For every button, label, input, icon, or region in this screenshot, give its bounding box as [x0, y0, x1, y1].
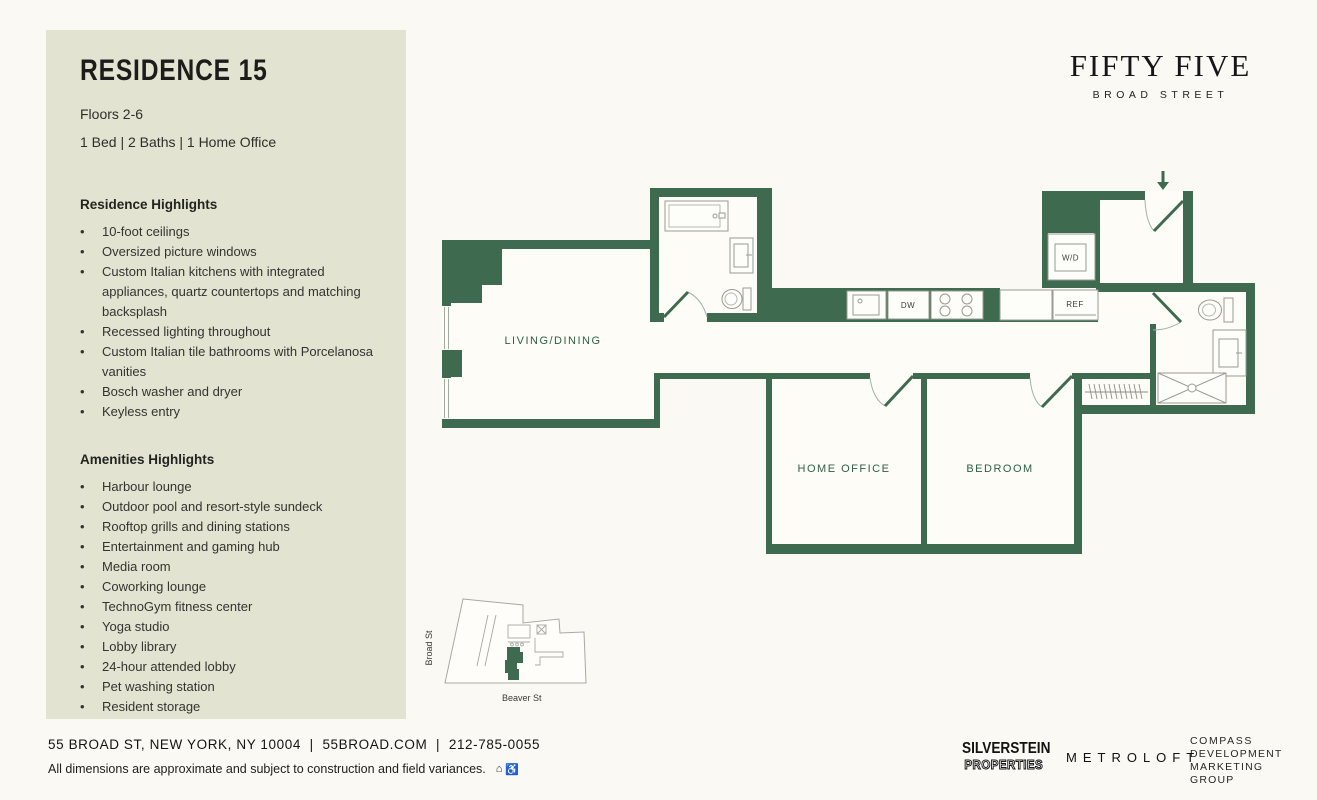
list-item [80, 342, 380, 382]
list-item-text: Recessed lighting throughout [102, 324, 271, 339]
list-item [80, 497, 380, 517]
list-item [80, 382, 380, 402]
list-item-text: Lobby library [102, 639, 177, 654]
metroloft-logo: METROLOFT [1066, 750, 1201, 765]
bullet-icon: • [80, 559, 85, 574]
list-item-text: Resident storage [102, 699, 201, 714]
bullet-icon: • [80, 619, 85, 634]
bullet-icon: • [80, 699, 85, 714]
list-item [80, 657, 380, 677]
bathroom2-toilet [1199, 298, 1234, 322]
bathtub [665, 201, 728, 231]
bullet-icon: • [80, 539, 85, 554]
washer-dryer [1048, 234, 1095, 280]
list-item-text: Coworking lounge [102, 579, 207, 594]
living-dining-label: LIVING/DINING [504, 335, 602, 347]
list-item-text: Custom Italian tile bathrooms with Porcelanosa vanities [102, 344, 373, 379]
list-item-text: Pet washing station [102, 679, 215, 694]
residence-highlights-heading: Residence Highlights [80, 197, 218, 212]
bed-bath-specs: 1 Bed | 2 Baths | 1 Home Office [80, 134, 277, 150]
info-sidebar [46, 30, 406, 719]
refrigerator-label: REF [1066, 300, 1084, 309]
equal-housing-icon: ⌂ [495, 762, 503, 775]
bedroom-label: BEDROOM [966, 463, 1034, 475]
kitchen-counter [1000, 290, 1052, 320]
list-item [80, 517, 380, 537]
bullet-icon: • [80, 244, 85, 259]
dishwasher-label: DW [900, 301, 916, 310]
residence-highlights-list [80, 222, 380, 422]
footer-compliance-icons [496, 763, 519, 776]
list-item [80, 222, 380, 242]
dishwasher [888, 291, 929, 319]
list-item-text: Oversized picture windows [102, 244, 257, 259]
stove [931, 291, 983, 319]
washer-dryer-label: W/D [1061, 253, 1080, 263]
bathroom1-toilet [722, 288, 751, 310]
bullet-icon: • [80, 599, 85, 614]
list-item-text: Bosch washer and dryer [102, 384, 243, 399]
amenities-highlights-heading: Amenities Highlights [80, 452, 215, 467]
brand-street: BROAD STREET [1092, 89, 1229, 101]
bathroom2-vanity-sink [1213, 330, 1246, 376]
list-item [80, 637, 380, 657]
list-item-text: Keyless entry [102, 404, 181, 419]
bullet-icon: • [80, 499, 85, 514]
silverstein-logo-top: SILVERSTEIN [962, 740, 1051, 757]
kitchen-sink [847, 291, 886, 319]
bullet-icon: • [80, 384, 85, 399]
key-plan-svg [424, 586, 614, 706]
bullet-icon: • [80, 659, 85, 674]
bathroom1-vanity-sink [730, 238, 753, 273]
list-item [80, 322, 380, 342]
home-office-label: HOME OFFICE [797, 463, 891, 475]
brand-name: FIFTY FIVE [1069, 48, 1252, 83]
list-item-text: Custom Italian kitchens with integrated appliances, quartz countertops and matching backsplash [102, 264, 361, 319]
bullet-icon: • [80, 679, 85, 694]
bullet-icon: • [80, 264, 85, 279]
list-item [80, 262, 380, 322]
bullet-icon: • [80, 479, 85, 494]
key-plan-map [424, 586, 614, 706]
footer-disclaimer [48, 762, 519, 776]
list-item [80, 597, 380, 617]
list-item-text: 24-hour attended lobby [102, 659, 236, 674]
silverstein-logo-bottom: PROPERTIES [964, 758, 1043, 772]
building-brand-logo [1058, 48, 1263, 101]
silverstein-properties-logo [956, 741, 1051, 773]
list-item-text: Harbour lounge [102, 479, 192, 494]
bullet-icon: • [80, 224, 85, 239]
room-interiors [451, 197, 1246, 544]
beaver-st-label: Beaver St [502, 693, 542, 703]
disclaimer-text: All dimensions are approximate and subject to construction and field variances. [48, 762, 486, 776]
floor-plan-svg [432, 168, 1262, 568]
compass-logo-line: COMPASS [1190, 735, 1253, 747]
floors-text: Floors 2-6 [80, 106, 144, 122]
list-item-text: Entertainment and gaming hub [102, 539, 280, 554]
list-item-text: Outdoor pool and resort-style sundeck [102, 499, 323, 514]
list-item [80, 697, 380, 717]
bullet-icon: • [80, 344, 85, 359]
list-item-text: Media room [102, 559, 171, 574]
list-item [80, 577, 380, 597]
bullet-icon: • [80, 404, 85, 419]
list-item [80, 242, 380, 262]
bullet-icon: • [80, 639, 85, 654]
bullet-icon: • [80, 579, 85, 594]
list-item-text: Rooftop grills and dining stations [102, 519, 290, 534]
list-item-text: Yoga studio [102, 619, 170, 634]
bullet-icon: • [80, 519, 85, 534]
footer-address: 55 BROAD ST, NEW YORK, NY 10004 | 55BROAD.COM | 212-785-0055 [48, 737, 541, 752]
list-item-text: 10-foot ceilings [102, 224, 190, 239]
residence-title: RESIDENCE 15 [80, 54, 268, 87]
accessibility-icon: ♿ [505, 763, 520, 776]
amenities-highlights-list [80, 477, 380, 717]
compass-logo-line: MARKETING [1190, 761, 1264, 773]
list-item [80, 537, 380, 557]
list-item [80, 477, 380, 497]
entry-arrow-icon [1157, 171, 1169, 190]
bullet-icon: • [80, 324, 85, 339]
list-item [80, 402, 380, 422]
compass-logo-line: DEVELOPMENT [1190, 748, 1283, 760]
list-item [80, 677, 380, 697]
list-item [80, 557, 380, 577]
compass-logo-line: GROUP [1190, 774, 1235, 786]
broad-st-label: Broad St [424, 630, 434, 666]
shower [1158, 373, 1226, 403]
refrigerator [1053, 290, 1098, 320]
list-item [80, 617, 380, 637]
floor-plan [432, 168, 1262, 568]
list-item-text: TechnoGym fitness center [102, 599, 253, 614]
compass-logo [1190, 735, 1283, 787]
